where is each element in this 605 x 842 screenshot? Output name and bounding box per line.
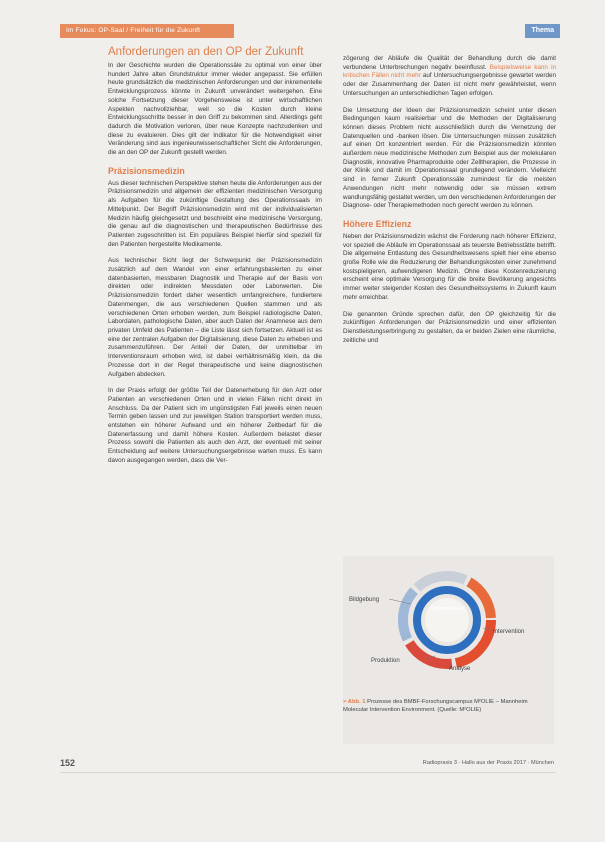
- journal-footer: Radiopraxis 3 · Hallo aus der Praxis 2017 · München: [422, 760, 554, 766]
- figure-process-diagram: [343, 556, 554, 744]
- article-title: Anforderungen an den OP der Zukunft: [108, 46, 304, 58]
- label-bildgebung: Bildgebung: [349, 597, 380, 603]
- text-continuation-end: auf Untersuchungsergebnisse gewartet werden oder der Zusammenhang der Daten ist nicht mehr gewährleistet, wenn Untersuchungen an unterschiedlichen Tagen erfolgen.: [343, 72, 556, 97]
- left-column: [108, 45, 322, 474]
- paragraph-praezision-2: Aus technischer Sicht liegt der Schwerpunkt der Präzisionsmedizin zusätzlich auf dem Wandel von einer erfahrungsbasierten zu einer datenbasierten, messbaren Diagnostik und Therapie auf der Basis von direkten oder indirekten Messdaten oder Laborwerten. Die Präzisionsmedizin fordert daher wesentlich umfangreichere, fundiertere Datenmengen, die aus verschiedenen Quellen stammen und als verschiedenen Orten erhoben werden, zum Beispiel radiologische Daten, Labordaten, pathologische Daten, aber auch Daten der Anamnese aus dem privaten Umfeld des Patienten – die Liste lässt sich fortsetzen. Aktuell ist es eine der zentralen Aufgaben der Digitalisierung, diese Daten zu erheben und zusammenzuführen. Der Anteil der Daten, der unmittelbar im Interventionsraum erhoben wird, ist dabei verhältnismäßig klein, da die Prozesse dort in der Regel therapeutische und keine diagnostischen Aufgaben abdecken.: [108, 257, 322, 378]
- label-analyse: Analyse: [449, 666, 471, 672]
- paragraph-praezision-3: In der Praxis erfolgt der größte Teil der Datenerhebung für den Arzt oder Patienten an verschiedenen Orten und in vielen Fällen nicht direkt im Anschluss. Da der Patient sich im ungünstigsten Fall jeweils einen neuen Termin geben lassen und zur jeweiligen Station transportiert werden muss, entstehen ein höherer Aufwand und ein höherer Zeitbedarf für die Datenerfassung und damit höhere Kosten. Außerdem belastet dieser Prozess sowohl die Patienten als auch den Arzt, der eventuell mit seiner Entscheidung auf weitere Untersuchungsergebnisse warten muss. Es kann davon ausgegangen werden, dass die Ver-: [108, 387, 322, 464]
- caption-label: > Abb. 1: [343, 699, 366, 705]
- paragraph-continuation: [343, 55, 556, 99]
- thema-badge: Thema: [525, 24, 560, 38]
- paragraph-intro: In der Geschichte wurden die Operationssäle zu optimal von einer über hundert Jahre alten Grundstruktur immer wieder angepasst. Sie erfüllen heute grundsätzlich die medizinischen Anforderungen und der inkrementelle Entwicklungsprozess könnte in Zukunft unverändert weitergehen. Eine solche Fortsetzung dieser Vorgehensweise ist unter wirtschaftlichen Aspekten nachvollziehbar, weil so die Kosten durch kleine Entwicklungsschritte besser in den Griff zu bekommen sind. Allerdings geht dadurch die Motivation verloren, über neue Konzepte nachzudenken und diese zu evaluieren. Dies gilt der Indikator für die Notwendigkeit einer Veränderung sind aus ingenieurwissenschaftlicher Sicht die Anforderungen, die an den OP der Zukunft gestellt werden.: [108, 62, 322, 157]
- page-number: 152: [60, 758, 76, 768]
- label-produktion: Produktion: [371, 658, 400, 664]
- figure-caption: [343, 699, 554, 714]
- process-ring-diagram: [343, 556, 554, 696]
- highlighted-text: Beispielsweise kann in kritischen Fällen nicht mehr: [343, 63, 557, 80]
- paragraph-effizienz-1: Neben der Präzisionsmedizin wächst die Forderung nach höherer Effizienz, vor speziell die Abläufe im Operationssaal als teuerste Betriebsstätte betrifft. Die allgemeine Entlastung des Gesundheitswesens spielt hier eine ebenso große Rolle wie die Reduzierung der Behandlungskosten einer zunehmend kostspieligeren, aufwendigeren Medizin. Ohne diese Kostenreduzierung erscheint eine optimale Versorgung für die breite Bevölkerung angesichts immer weiter steigender Kosten des Gesundheitssystems in Zukunft kaum mehr erreichbar.: [343, 232, 556, 301]
- text-continuation-start: zögerung der Abläufe die Qualität der Behandlung durch die damit verbundene Unterbrechungen negativ beeinflusst.: [343, 55, 556, 71]
- footer-rule: [60, 772, 556, 773]
- paragraph-praezision-1: Aus dieser technischen Perspektive stehen heute die Anforderungen aus der Präzisionsmedizin und allgemein der effizienten medizinischen Versorgung als Aufgaben für die zukünftige Gestaltung des Operationssaals im Mittelpunkt. Der Begriff Präzisionsmedizin wird mit der individualisierten Medizin häufig gleichgesetzt und beschreibt eine medizinische Versorgung, die genau auf die diagnostischen und therapeutischen Bedürfnisse des Patienten zugeschnitten ist. Ein populäres Beispiel hierfür sind speziell für den Patienten hergestellte Medikamente.: [108, 179, 322, 248]
- subheading-praezisionsmedizin: Präzisionsmedizin: [108, 165, 185, 176]
- section-tag: Im Fokus: OP-Saal / Freiheit für die Zukunft: [60, 24, 234, 38]
- caption-text: Prozesse des BMBF-Forschungscampus M²OLIE – Mannheim Molecular Intervention Environment. (Quelle: M²OLIE): [343, 699, 528, 713]
- paragraph-effizienz-2: Die genannten Gründe sprechen dafür, den OP gleichzeitig für die zukünftigen Anforderungen der Präzisionsmedizin und einer effizienten Dienstleistungserbringung zu gestalten, da er beiden Zielen eine räumliche, zeitliche und: [343, 310, 556, 344]
- subheading-effizienz: Höhere Effizienz: [343, 218, 412, 229]
- label-organisation: Organisation: [431, 606, 465, 612]
- paragraph-umsetzung: Die Umsetzung der Ideen der Präzisionsmedizin scheint unter diesen Bedingungen kaum realisierbar und die Methoden der Digitalisierung können dieses Problem nicht ausschließlich durch die Vernetzung der Datenquellen und -banken lösen. Die Untersuchungen müssen zusätzlich auf einen Ort konzentriert werden. Für die Präzisionsmedizin könnten außerdem neue medizinische Methoden zum Beispiel aus der molekularen Diagnostik, innovative Pharmaprodukte oder Zelltherapien, die Prozesse in der Klinik und damit im Operationssaal grundlegend verändern. Vielleicht sind in ferner Zukunft Operationssäle zumindest für die meisten Anwendungen nicht mehr notwendig oder sie müssen extrem wandlungsfähig gestaltet werden, um den verschiedenen Anforderungen der Diagnose- oder Therapiemethoden noch gerecht werden zu können.: [343, 106, 556, 210]
- ring-center: [425, 598, 469, 642]
- right-column: [343, 55, 556, 353]
- header-band: [60, 24, 560, 38]
- label-intervention: Intervention: [493, 629, 525, 635]
